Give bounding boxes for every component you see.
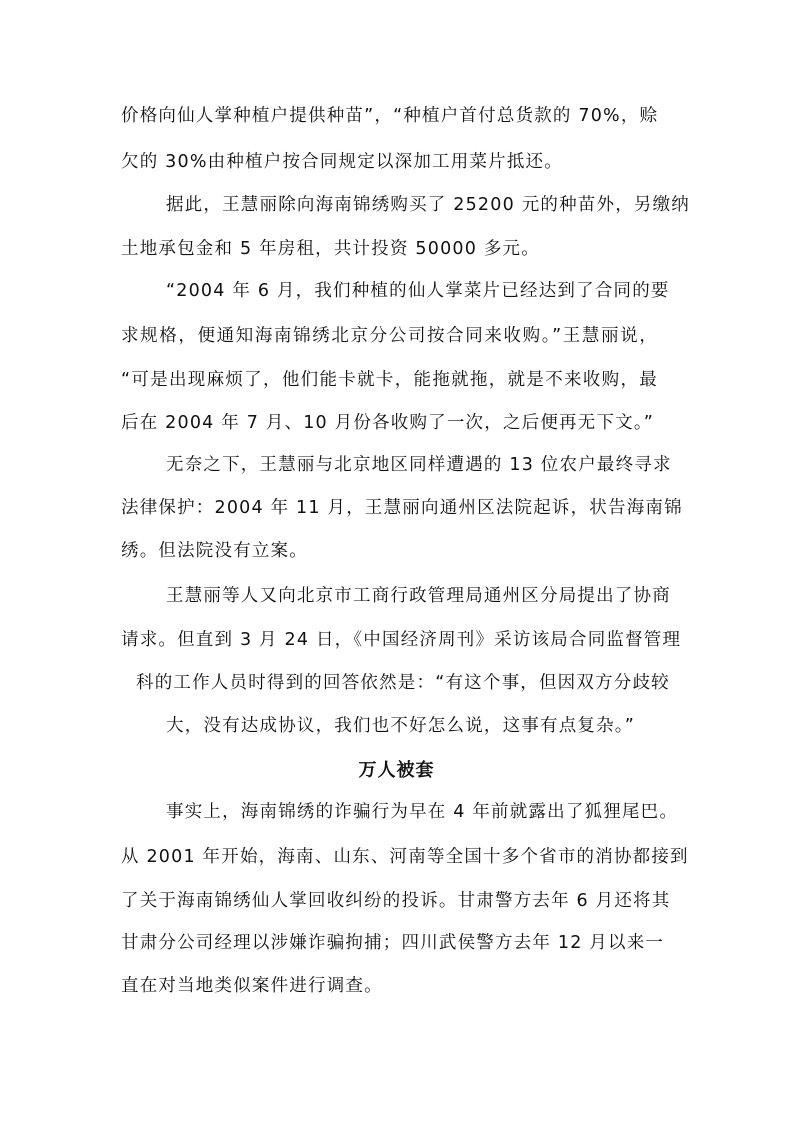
paragraph-line: “可是出现麻烦了，他们能卡就卡，能拖就拖，就是不来收购，最 [121, 370, 658, 390]
section-heading: 万人被套 [358, 760, 435, 781]
paragraph-line: 大，没有达成协议，我们也不好怎么说，这事有点复杂。” [166, 716, 636, 736]
paragraph-line: 价格向仙人掌种植户提供种苗”，“种植户首付总货款的 70%，赊 [121, 106, 659, 126]
paragraph-line: 科的工作人员时得到的回答依然是：“有这个事，但因双方分歧较 [136, 673, 670, 693]
paragraph-line: 事实上，海南锦绣的诈骗行为早在 4 年前就露出了狐狸尾巴。 [166, 802, 679, 822]
paragraph-line: 甘肃分公司经理以涉嫌诈骗拘捕；四川武侯警方去年 12 月以来一 [121, 933, 665, 953]
paragraph-line: 法律保护：2004 年 11 月，王慧丽向通州区法院起诉，状告海南锦 [121, 498, 683, 518]
paragraph-line: 直在对当地类似案件进行调查。 [121, 976, 383, 996]
paragraph-line: 土地承包金和 5 年房租，共计投资 50000 多元。 [121, 239, 540, 259]
paragraph-line: 据此，王慧丽除向海南锦绣购买了 25200 元的种苗外，另缴纳 [166, 195, 690, 215]
paragraph-line: 了关于海南锦绣仙人掌回收纠纷的投诉。甘肃警方去年 6 月还将其 [121, 891, 671, 911]
paragraph-line: 求规格，便通知海南锦绣北京分公司按合同来收购。”王慧丽说， [121, 326, 658, 346]
paragraph-line: 绣。但法院没有立案。 [121, 541, 308, 561]
paragraph-line: 从 2001 年开始，海南、山东、河南等全国十多个省市的消协都接到 [121, 847, 689, 867]
paragraph-line: 无奈之下，王慧丽与北京地区同样遭遇的 13 位农户最终寻求 [166, 455, 672, 475]
paragraph-line: 王慧丽等人又向北京市工商行政管理局通州区分局提出了协商 [166, 586, 671, 606]
paragraph-line: 后在 2004 年 7 月、10 月份各收购了一次，之后便再无下文。” [121, 413, 655, 433]
paragraph-line: “2004 年 6 月，我们种植的仙人掌菜片已经达到了合同的要 [166, 281, 670, 301]
paragraph-line: 欠的 30%由种植户按合同规定以深加工用菜片抵还。 [121, 152, 563, 172]
paragraph-line: 请求。但直到 3 月 24 日，《中国经济周刊》采访该局合同监督管理 [121, 630, 682, 650]
